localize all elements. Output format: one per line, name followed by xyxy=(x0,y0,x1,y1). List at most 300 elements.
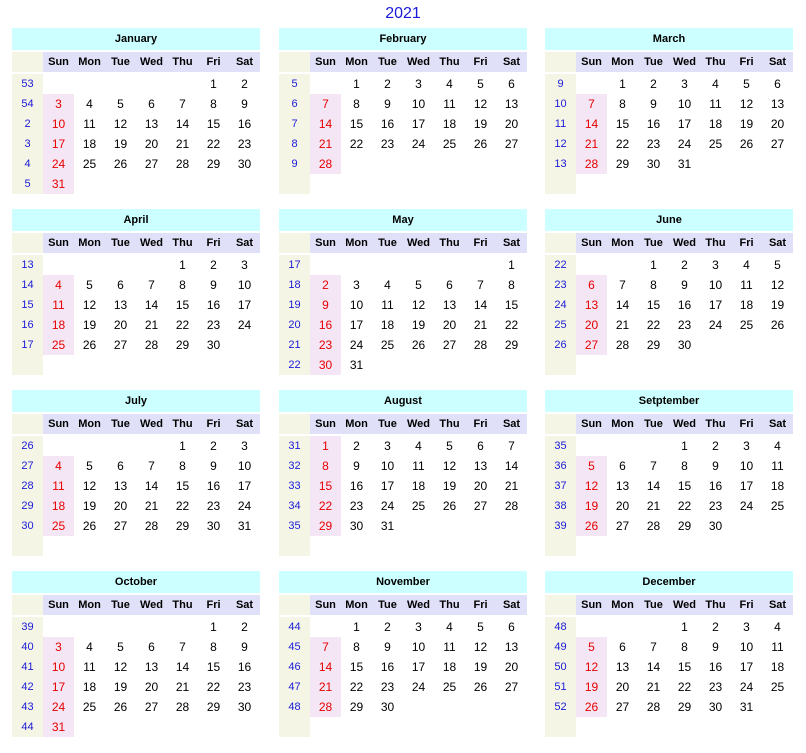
date-cell: 6 xyxy=(446,278,453,292)
date-cell: 19 xyxy=(739,117,754,131)
sunday-date-cell: 12 xyxy=(576,476,607,496)
date-cell xyxy=(74,355,105,375)
week-row xyxy=(279,74,527,94)
week-number xyxy=(545,717,576,737)
date-cell: 28 xyxy=(504,499,519,513)
month-title: Setptember xyxy=(545,390,793,412)
month-block xyxy=(545,390,793,556)
date-cell: 19 xyxy=(473,660,488,674)
date-cell: 24 xyxy=(708,318,723,332)
date-cell: 5 xyxy=(117,640,124,654)
date-cell: 15 xyxy=(175,479,190,493)
weekday-header-wed: Wed xyxy=(403,52,434,72)
date-cell: 16 xyxy=(206,298,221,312)
sunday-date-cell: 13 xyxy=(576,295,607,315)
week-number: 52 xyxy=(545,697,576,717)
date-cell: 18 xyxy=(411,479,426,493)
date-cell: 26 xyxy=(411,338,426,352)
sunday-date-cell: 12 xyxy=(576,657,607,677)
date-cell xyxy=(669,355,700,375)
week-row xyxy=(279,697,527,717)
date-cell xyxy=(434,174,465,194)
weekday-header-wed: Wed xyxy=(403,233,434,253)
week-row xyxy=(12,275,260,295)
weekday-header-sat: Sat xyxy=(496,595,527,615)
week-number: 13 xyxy=(545,154,576,174)
date-cell xyxy=(434,717,465,737)
week-number: 14 xyxy=(12,275,43,295)
date-cell xyxy=(341,717,372,737)
week-row xyxy=(279,355,527,375)
date-cell xyxy=(372,255,403,275)
date-cell: 5 xyxy=(446,439,453,453)
month-block xyxy=(545,28,793,194)
date-cell xyxy=(638,717,669,737)
week-row xyxy=(12,114,260,134)
date-cell: 4 xyxy=(86,97,93,111)
week-number xyxy=(12,355,43,375)
date-cell xyxy=(372,536,403,556)
month-block xyxy=(12,28,260,194)
date-cell: 27 xyxy=(504,680,519,694)
date-cell: 7 xyxy=(179,640,186,654)
week-number xyxy=(279,174,310,194)
date-cell: 26 xyxy=(82,338,97,352)
date-cell: 27 xyxy=(442,338,457,352)
date-cell: 15 xyxy=(349,117,364,131)
week-number-header xyxy=(12,233,43,253)
weekday-header-fri: Fri xyxy=(198,414,229,434)
date-cell: 13 xyxy=(504,97,519,111)
date-cell xyxy=(434,697,465,717)
date-cell: 16 xyxy=(206,479,221,493)
week-row xyxy=(545,134,793,154)
sunday-date-cell xyxy=(576,617,607,637)
sunday-date-cell: 31 xyxy=(43,174,74,194)
week-row xyxy=(545,114,793,134)
week-number: 17 xyxy=(12,335,43,355)
date-cell: 28 xyxy=(615,338,630,352)
date-cell: 7 xyxy=(477,278,484,292)
sunday-date-cell xyxy=(576,255,607,275)
month-block xyxy=(12,571,260,737)
date-cell: 14 xyxy=(504,459,519,473)
sunday-date-cell: 28 xyxy=(310,697,341,717)
date-cell: 24 xyxy=(237,318,252,332)
week-number: 45 xyxy=(279,637,310,657)
week-number: 24 xyxy=(545,295,576,315)
date-cell: 18 xyxy=(770,479,785,493)
date-cell xyxy=(105,617,136,637)
sunday-date-cell: 29 xyxy=(310,516,341,536)
date-cell xyxy=(403,516,434,536)
date-cell: 24 xyxy=(739,499,754,513)
weekday-header-sun: Sun xyxy=(310,52,341,72)
weekday-header-fri: Fri xyxy=(731,233,762,253)
date-cell: 5 xyxy=(477,620,484,634)
date-cell: 6 xyxy=(477,439,484,453)
weekday-header-wed: Wed xyxy=(136,595,167,615)
sunday-date-cell: 5 xyxy=(576,456,607,476)
week-number: 35 xyxy=(545,436,576,456)
date-cell: 10 xyxy=(349,298,364,312)
date-cell: 2 xyxy=(681,258,688,272)
sunday-date-cell xyxy=(310,174,341,194)
date-cell: 6 xyxy=(619,459,626,473)
date-cell xyxy=(136,255,167,275)
month-block xyxy=(279,209,527,375)
date-cell xyxy=(496,536,527,556)
month-title: February xyxy=(279,28,527,50)
sunday-date-cell xyxy=(43,255,74,275)
date-cell xyxy=(496,717,527,737)
month-title: August xyxy=(279,390,527,412)
date-cell: 30 xyxy=(708,700,723,714)
date-cell: 26 xyxy=(770,318,785,332)
date-cell xyxy=(731,355,762,375)
date-cell: 21 xyxy=(144,318,159,332)
date-cell: 6 xyxy=(508,620,515,634)
week-number: 51 xyxy=(545,677,576,697)
date-cell: 22 xyxy=(206,137,221,151)
date-cell: 7 xyxy=(508,439,515,453)
sunday-date-cell: 15 xyxy=(310,476,341,496)
date-cell: 2 xyxy=(241,77,248,91)
weekday-header-mon: Mon xyxy=(607,233,638,253)
date-cell: 30 xyxy=(349,519,364,533)
date-cell: 18 xyxy=(442,660,457,674)
week-row xyxy=(279,536,527,556)
date-cell xyxy=(762,154,793,174)
week-row xyxy=(545,154,793,174)
date-cell: 21 xyxy=(646,680,661,694)
date-cell xyxy=(465,255,496,275)
date-cell: 18 xyxy=(380,318,395,332)
date-cell: 27 xyxy=(504,137,519,151)
date-cell: 11 xyxy=(412,459,425,473)
week-row xyxy=(279,174,527,194)
date-cell: 18 xyxy=(82,680,97,694)
date-cell xyxy=(198,355,229,375)
date-cell: 17 xyxy=(411,660,426,674)
date-cell: 3 xyxy=(415,620,422,634)
week-number: 46 xyxy=(279,657,310,677)
weekday-header-row xyxy=(12,52,260,74)
week-row xyxy=(279,94,527,114)
date-cell xyxy=(198,174,229,194)
week-number: 35 xyxy=(279,516,310,536)
date-cell xyxy=(762,536,793,556)
date-cell: 13 xyxy=(473,459,488,473)
month-title: December xyxy=(545,571,793,593)
week-row xyxy=(279,456,527,476)
date-cell: 7 xyxy=(650,640,657,654)
weekday-header-row xyxy=(12,595,260,617)
week-row xyxy=(12,476,260,496)
sunday-date-cell xyxy=(576,174,607,194)
date-cell xyxy=(607,717,638,737)
week-row xyxy=(12,536,260,556)
weekday-header-wed: Wed xyxy=(669,233,700,253)
date-cell: 10 xyxy=(411,640,426,654)
date-cell: 14 xyxy=(175,117,190,131)
week-number-header xyxy=(12,52,43,72)
date-cell: 13 xyxy=(770,97,785,111)
date-cell: 12 xyxy=(442,459,457,473)
week-row xyxy=(545,476,793,496)
weekday-header-row xyxy=(12,414,260,436)
date-cell: 11 xyxy=(443,640,456,654)
date-cell: 7 xyxy=(148,459,155,473)
weekday-header-fri: Fri xyxy=(198,595,229,615)
date-cell: 4 xyxy=(415,439,422,453)
weekday-header-fri: Fri xyxy=(731,414,762,434)
sunday-date-cell: 26 xyxy=(576,516,607,536)
date-cell: 11 xyxy=(771,459,784,473)
month-title: July xyxy=(12,390,260,412)
week-row xyxy=(12,74,260,94)
date-cell: 8 xyxy=(650,278,657,292)
date-cell: 15 xyxy=(175,298,190,312)
week-row xyxy=(545,174,793,194)
week-number-header xyxy=(279,233,310,253)
date-cell: 25 xyxy=(380,338,395,352)
week-number: 27 xyxy=(12,456,43,476)
sunday-date-cell: 28 xyxy=(310,154,341,174)
date-cell: 9 xyxy=(681,278,688,292)
week-row xyxy=(279,335,527,355)
week-number: 53 xyxy=(12,74,43,94)
date-cell: 3 xyxy=(384,439,391,453)
date-cell: 3 xyxy=(712,258,719,272)
weekday-header-sat: Sat xyxy=(229,595,260,615)
week-row xyxy=(12,295,260,315)
date-cell: 6 xyxy=(117,278,124,292)
date-cell xyxy=(607,617,638,637)
weekday-header-fri: Fri xyxy=(465,233,496,253)
sunday-date-cell xyxy=(576,355,607,375)
date-cell: 31 xyxy=(237,519,252,533)
date-cell xyxy=(496,154,527,174)
weekday-header-wed: Wed xyxy=(669,414,700,434)
weekday-header-thu: Thu xyxy=(700,233,731,253)
week-number: 31 xyxy=(279,436,310,456)
date-cell: 19 xyxy=(411,318,426,332)
sunday-date-cell: 26 xyxy=(576,697,607,717)
sunday-date-cell: 9 xyxy=(310,295,341,315)
date-cell: 9 xyxy=(384,97,391,111)
weekday-header-mon: Mon xyxy=(74,233,105,253)
date-cell: 27 xyxy=(144,700,159,714)
sunday-date-cell: 21 xyxy=(576,134,607,154)
date-cell xyxy=(105,74,136,94)
week-row xyxy=(279,134,527,154)
date-cell: 9 xyxy=(712,459,719,473)
week-row xyxy=(545,436,793,456)
date-cell: 30 xyxy=(677,338,692,352)
date-cell: 7 xyxy=(650,459,657,473)
date-cell: 15 xyxy=(206,117,221,131)
sunday-date-cell: 28 xyxy=(576,154,607,174)
date-cell: 14 xyxy=(144,298,159,312)
calendar-year-title: 2021 xyxy=(385,5,421,22)
date-cell: 16 xyxy=(237,117,252,131)
date-cell: 20 xyxy=(473,479,488,493)
sunday-date-cell: 24 xyxy=(43,154,74,174)
date-cell xyxy=(607,536,638,556)
date-cell xyxy=(229,717,260,737)
date-cell: 25 xyxy=(708,137,723,151)
date-cell xyxy=(74,74,105,94)
week-row xyxy=(12,456,260,476)
date-cell: 31 xyxy=(739,700,754,714)
date-cell xyxy=(731,717,762,737)
date-cell xyxy=(403,154,434,174)
week-number: 48 xyxy=(545,617,576,637)
date-cell: 12 xyxy=(113,660,128,674)
date-cell: 28 xyxy=(144,338,159,352)
date-cell: 14 xyxy=(175,660,190,674)
date-cell: 10 xyxy=(237,278,252,292)
sunday-date-cell: 10 xyxy=(43,657,74,677)
date-cell: 1 xyxy=(353,77,360,91)
sunday-date-cell xyxy=(310,536,341,556)
date-cell: 27 xyxy=(473,499,488,513)
weekday-header-thu: Thu xyxy=(167,414,198,434)
weekday-header-sun: Sun xyxy=(43,233,74,253)
week-row xyxy=(279,637,527,657)
date-cell xyxy=(607,255,638,275)
week-row xyxy=(12,677,260,697)
week-number: 8 xyxy=(279,134,310,154)
month-title: March xyxy=(545,28,793,50)
date-cell: 5 xyxy=(774,258,781,272)
weekday-header-thu: Thu xyxy=(700,595,731,615)
date-cell: 17 xyxy=(349,318,364,332)
sunday-date-cell: 25 xyxy=(43,516,74,536)
date-cell: 3 xyxy=(241,258,248,272)
week-number: 44 xyxy=(279,617,310,637)
date-cell: 3 xyxy=(415,77,422,91)
date-cell: 28 xyxy=(646,700,661,714)
date-cell: 22 xyxy=(349,680,364,694)
date-cell xyxy=(341,154,372,174)
weekday-header-row xyxy=(279,414,527,436)
date-cell: 5 xyxy=(477,77,484,91)
date-cell: 2 xyxy=(241,620,248,634)
date-cell xyxy=(762,335,793,355)
week-row xyxy=(545,355,793,375)
week-number: 5 xyxy=(279,74,310,94)
month-title: November xyxy=(279,571,527,593)
date-cell: 19 xyxy=(770,298,785,312)
date-cell xyxy=(731,516,762,536)
date-cell xyxy=(465,174,496,194)
sunday-date-cell xyxy=(576,717,607,737)
date-cell: 14 xyxy=(615,298,630,312)
sunday-date-cell xyxy=(576,536,607,556)
date-cell xyxy=(105,255,136,275)
date-cell: 30 xyxy=(206,338,221,352)
date-cell: 15 xyxy=(677,660,692,674)
week-number: 3 xyxy=(12,134,43,154)
date-cell xyxy=(105,717,136,737)
sunday-date-cell: 11 xyxy=(43,295,74,315)
week-row xyxy=(279,496,527,516)
sunday-date-cell xyxy=(310,717,341,737)
week-row xyxy=(545,275,793,295)
date-cell xyxy=(105,174,136,194)
date-cell xyxy=(136,436,167,456)
date-cell xyxy=(465,355,496,375)
date-cell: 1 xyxy=(353,620,360,634)
weekday-header-tue: Tue xyxy=(372,233,403,253)
date-cell: 2 xyxy=(712,620,719,634)
date-cell xyxy=(496,355,527,375)
week-row xyxy=(545,496,793,516)
sunday-date-cell: 18 xyxy=(43,315,74,335)
date-cell: 4 xyxy=(446,77,453,91)
week-number: 30 xyxy=(12,516,43,536)
date-cell: 26 xyxy=(113,700,128,714)
month-title: January xyxy=(12,28,260,50)
date-cell: 29 xyxy=(206,157,221,171)
date-cell: 22 xyxy=(175,499,190,513)
date-cell: 4 xyxy=(712,77,719,91)
date-cell xyxy=(638,174,669,194)
sunday-date-cell: 18 xyxy=(43,496,74,516)
date-cell: 13 xyxy=(442,298,457,312)
date-cell: 19 xyxy=(473,117,488,131)
date-cell: 6 xyxy=(508,77,515,91)
date-cell: 27 xyxy=(770,137,785,151)
date-cell: 29 xyxy=(677,700,692,714)
date-cell: 13 xyxy=(144,117,159,131)
date-cell: 18 xyxy=(442,117,457,131)
date-cell: 20 xyxy=(504,117,519,131)
date-cell: 24 xyxy=(677,137,692,151)
weekday-header-sun: Sun xyxy=(43,52,74,72)
date-cell: 23 xyxy=(349,499,364,513)
sunday-date-cell: 27 xyxy=(576,335,607,355)
weekday-header-thu: Thu xyxy=(434,595,465,615)
date-cell: 24 xyxy=(349,338,364,352)
weekday-header-fri: Fri xyxy=(465,52,496,72)
month-title: October xyxy=(12,571,260,593)
week-number xyxy=(545,174,576,194)
week-row xyxy=(279,114,527,134)
date-cell: 19 xyxy=(113,680,128,694)
date-cell: 11 xyxy=(443,97,456,111)
date-cell: 5 xyxy=(86,459,93,473)
week-number-header xyxy=(545,414,576,434)
week-number: 2 xyxy=(12,114,43,134)
week-row xyxy=(545,94,793,114)
weekday-header-thu: Thu xyxy=(700,52,731,72)
date-cell: 26 xyxy=(473,137,488,151)
date-cell: 30 xyxy=(237,157,252,171)
date-cell: 25 xyxy=(442,137,457,151)
weekday-header-sat: Sat xyxy=(229,52,260,72)
week-row xyxy=(12,617,260,637)
date-cell: 30 xyxy=(380,700,395,714)
weekday-header-tue: Tue xyxy=(372,595,403,615)
date-cell: 10 xyxy=(739,459,754,473)
weekday-header-row xyxy=(279,52,527,74)
date-cell xyxy=(105,436,136,456)
weekday-header-row xyxy=(12,233,260,255)
date-cell: 16 xyxy=(237,660,252,674)
